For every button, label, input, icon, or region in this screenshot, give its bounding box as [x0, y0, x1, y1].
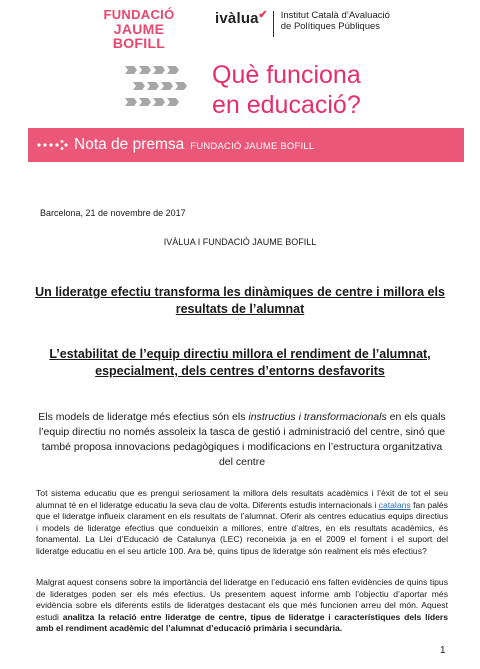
fjb-logo-line1: FUNDACIÓ	[103, 7, 175, 22]
ivalua-logo	[215, 10, 390, 37]
lead-text-1: Els models de lideratge més efectius són els	[38, 411, 249, 423]
ivalua-wordmark	[215, 9, 268, 27]
headline-secondary: L’estabilitat de l’equip directiu millora el rendiment de l’alumnat, especialment, dels centres d’entorns desfavorits	[49, 347, 431, 378]
arrows-icon	[125, 62, 197, 112]
p1-text-2: fan palès que el lideratge influeix clarament en els resultats de l’alumnat. Oferir als centres educatius equips directius i models de lideratge efectius que condueixin a millores, entre d’altres, en els resultats acadèmics, és fonamental. La Llei d’Educació de Catalunya (LEC) reconeixia ja en el 2009 el foment i el suport del lideratge educatiu en el seu article 100. Ara bé, quins tipus de lideratge són realment els més efectius?	[36, 499, 448, 556]
arrow-row-1	[125, 66, 179, 74]
lead-paragraph	[36, 410, 448, 470]
page-title-line1: Què funciona	[212, 61, 361, 89]
ivalua-institute-line2: de Polítiques Públiques	[280, 21, 381, 32]
logo-divider	[273, 11, 274, 37]
body-paragraph-1	[36, 488, 448, 557]
ivalua-wordmark-text: ivàlua	[215, 10, 259, 27]
document-date: Barcelona, 21 de novembre de 2017	[40, 208, 186, 218]
fjb-logo-line3: BOFILL	[112, 35, 166, 51]
lead-italic-text: instructius i transformacionals	[248, 411, 387, 423]
p2-bold-text: analitza la relació entre lideratge de centre, tipus de lideratge i característiques dels líders amb el rendiment acadèmic del l’alumnat d’educació primària i secundària.	[36, 611, 448, 633]
ivalua-institute-line1: Institut Català d’Avaluació	[280, 10, 390, 21]
banner-title: Nota de premsa	[74, 136, 185, 153]
arrow-row-3	[125, 98, 179, 106]
fundacio-jaume-bofill-logo	[100, 8, 178, 50]
body-paragraph-2	[36, 577, 448, 635]
lead-text-2: en els quals l’equip directiu no només assoleix la tasca de gestió i administració del centre, sinó que també proposa innovacions pedagògiques i modificacions en l’estructura organitzativa del centre	[38, 411, 446, 468]
document-organizations: IVÀLUA I FUNDACIÓ JAUME BOFILL	[163, 237, 317, 247]
checkmark-icon: ✔	[258, 9, 268, 21]
page-title-line2: en educació?	[212, 91, 361, 119]
banner-subtitle: FUNDACIÓ JAUME BOFILL	[190, 141, 315, 152]
page-number: 1	[440, 645, 446, 656]
p1-text-1: Tot sistema educatiu que es prengui seriosament la millora dels resultats acadèmics i l’èxit de tot el seu alumnat té en el lideratge educatiu la seva clau de volta. Diferents estudis internacionals i	[36, 488, 448, 510]
fjb-logo-line2: JAUME	[113, 21, 165, 37]
dots-arrow-icon	[36, 139, 70, 151]
press-release-banner	[28, 128, 464, 162]
arrow-row-2	[133, 82, 187, 90]
p2-text-1: Malgrat aquest consens sobre la importància del lideratge en l’educació ens falten evidències de quins tipus de lideratges poden ser els més efectius. Us presentem aquest informe amb l’objectiu d’aportar més evidència sobre els diferents estils de lideratges destacant els que més funcionen arreu del món. Aquest estudi	[36, 577, 448, 622]
page-title	[212, 60, 361, 120]
catalans-link[interactable]: catalans	[378, 499, 411, 510]
ivalua-institute-name	[281, 10, 390, 32]
headline-primary: Un lideratge efectiu transforma les dinàmiques de centre i millora els resultats de l’alumnat	[35, 285, 445, 316]
